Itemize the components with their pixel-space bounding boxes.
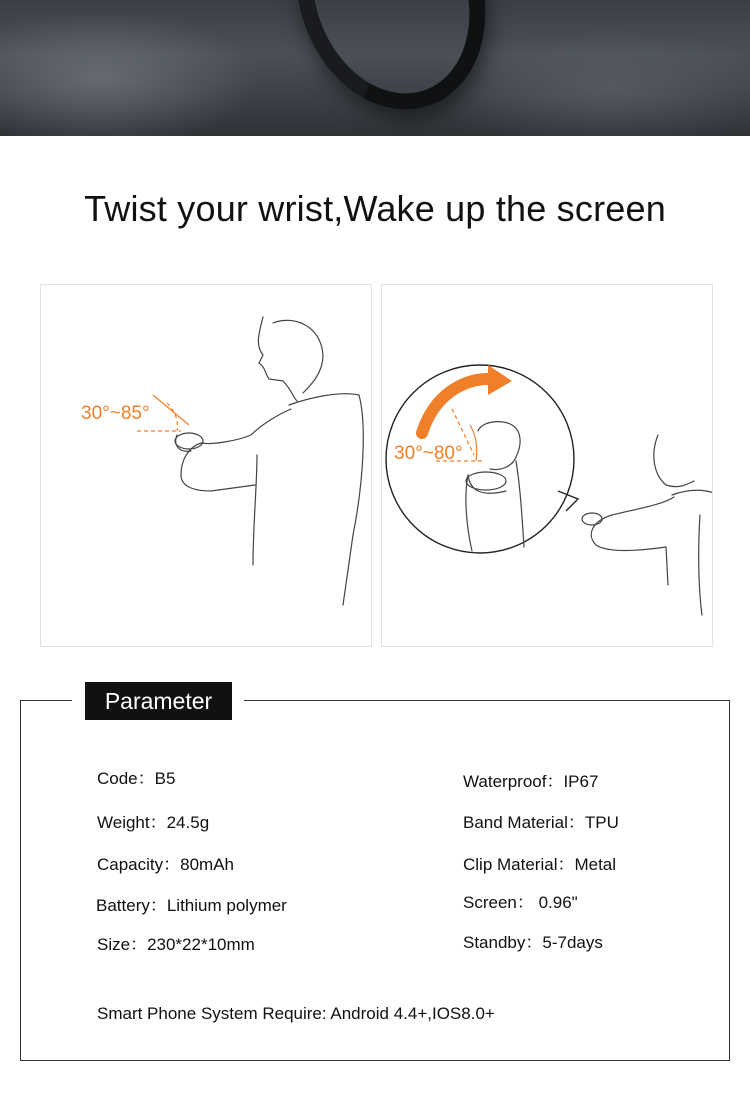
person-raising-wrist-drawing — [41, 285, 372, 647]
hero-product-banner — [0, 0, 750, 136]
wrist-twist-illustration — [381, 284, 713, 647]
spec-waterproof: Waterproof：IP67 — [463, 772, 599, 791]
wrist-raise-illustration — [40, 284, 372, 647]
spec-clip-material: Clip Material：Metal — [463, 855, 617, 874]
spec-standby: Standby：5-7days — [463, 933, 603, 952]
hero-background-light — [0, 10, 260, 136]
spec-battery: Battery：Lithium polymer — [96, 896, 287, 915]
spec-weight: Weight：24.5g — [97, 813, 210, 832]
angle-range-label: 30°~80° — [394, 443, 463, 464]
zoomed-wrist-twist-drawing — [382, 285, 713, 647]
spec-screen: Screen： 0.96" — [463, 893, 578, 912]
spec-size: Size：230*22*10mm — [97, 935, 255, 954]
spec-code: Code：B5 — [97, 769, 176, 788]
spec-capacity: Capacity：80mAh — [97, 855, 235, 874]
angle-range-label: 30°~85° — [81, 403, 150, 424]
spec-system-require: Smart Phone System Require: Android 4.4+,IOS8.0+ — [97, 1004, 495, 1023]
page-headline: Twist your wrist,Wake up the screen — [84, 188, 666, 229]
parameter-title: Parameter — [85, 682, 232, 720]
spec-band-material: Band Material：TPU — [463, 813, 619, 832]
